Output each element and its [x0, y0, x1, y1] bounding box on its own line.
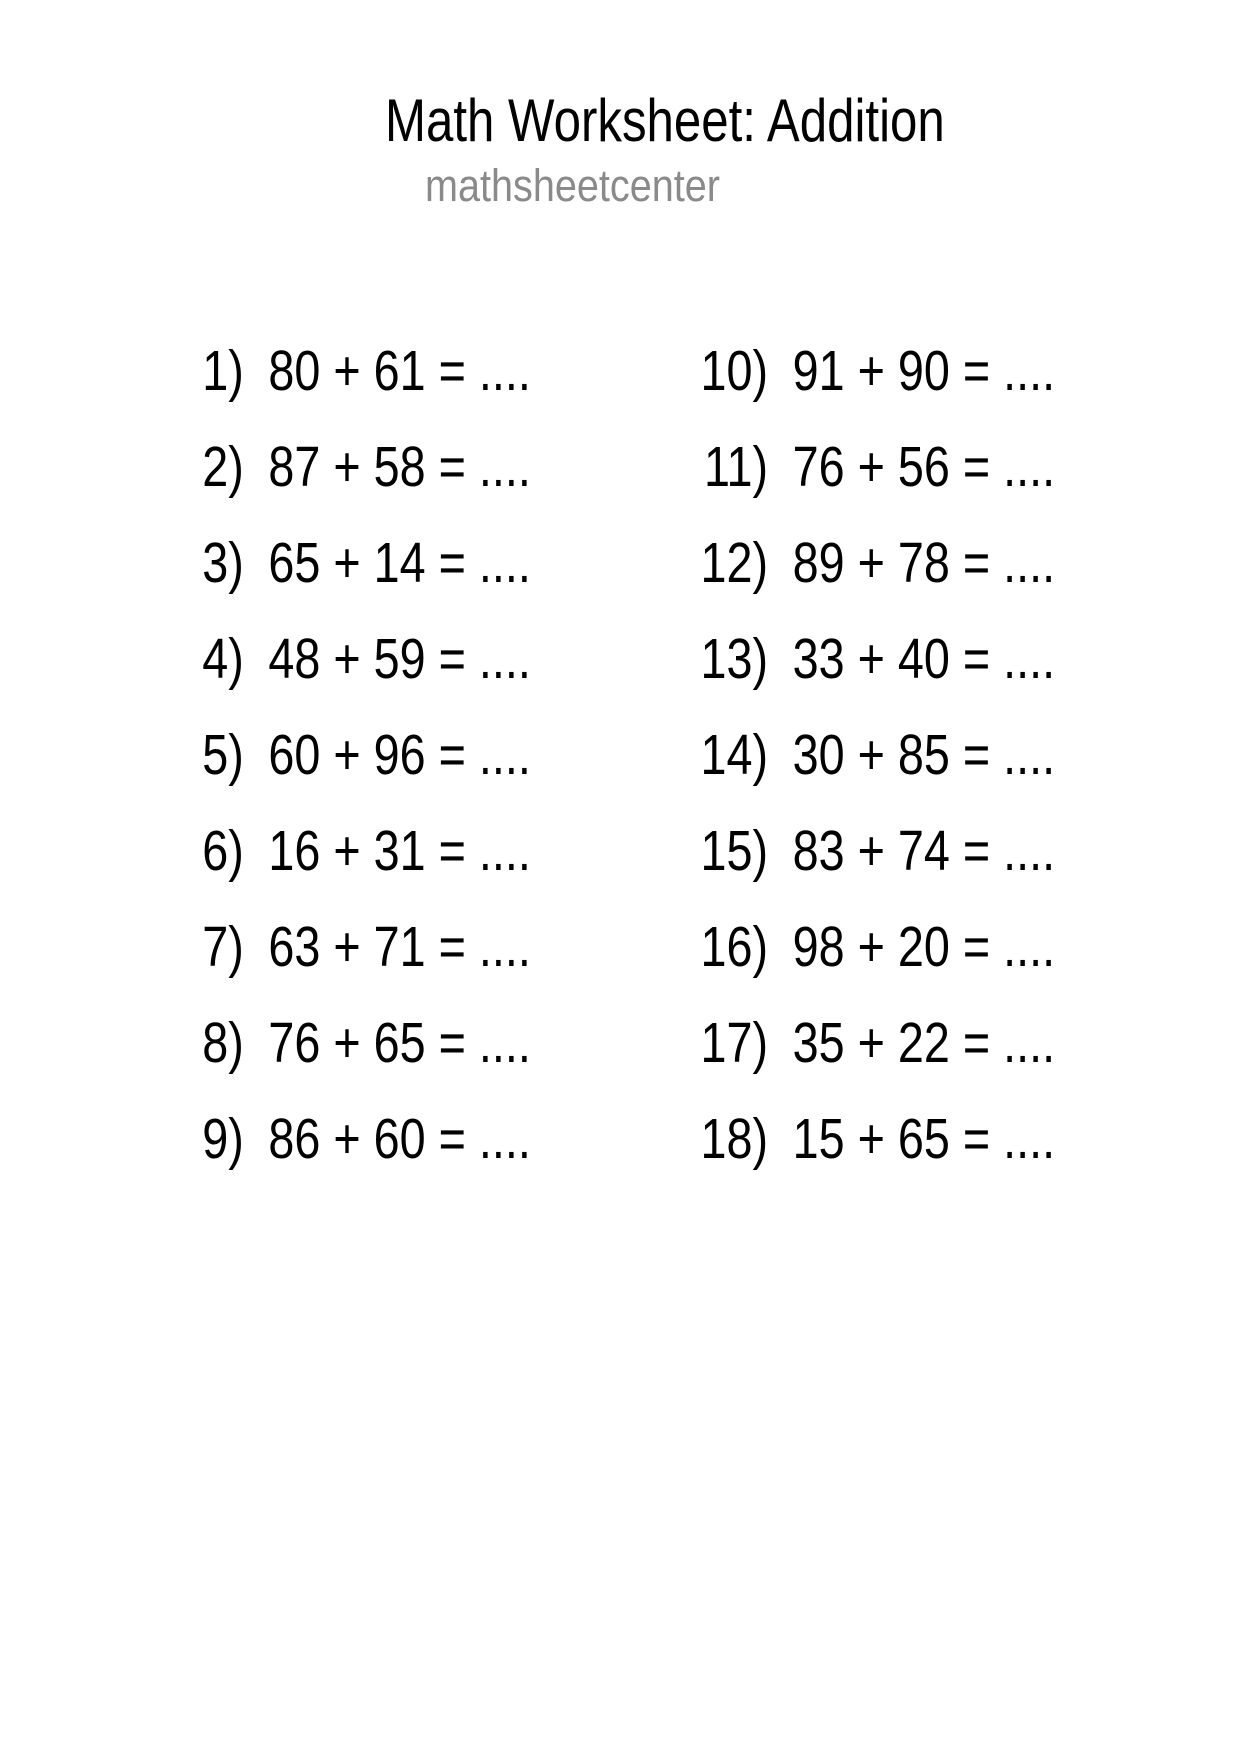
problem-row [202, 1107, 531, 1207]
problem-expression: 80 + 61 = .... [268, 339, 531, 403]
problem-number: 3) [202, 531, 244, 595]
problem-number: 1) [202, 339, 244, 403]
problem-number: 13) [700, 627, 769, 691]
problem-row [700, 435, 1056, 535]
problem-row [202, 435, 531, 535]
problem-row [202, 915, 531, 1015]
problem-expression: 98 + 20 = .... [792, 915, 1056, 979]
problem-expression: 76 + 56 = .... [792, 435, 1056, 499]
problem-expression: 83 + 74 = .... [792, 819, 1056, 883]
problems-column-right [700, 339, 1056, 1207]
problem-expression: 87 + 58 = .... [268, 435, 531, 499]
problem-number: 12) [700, 531, 769, 595]
problem-row [700, 1107, 1056, 1207]
problem-expression: 86 + 60 = .... [268, 1107, 531, 1171]
worksheet-title: Math Worksheet: Addition [385, 87, 945, 154]
problem-number: 16) [700, 915, 769, 979]
problem-number: 6) [202, 819, 244, 883]
problem-row [202, 627, 531, 727]
problem-number: 5) [202, 723, 244, 787]
problem-row [700, 723, 1056, 823]
problem-expression: 15 + 65 = .... [792, 1107, 1056, 1171]
problem-expression: 91 + 90 = .... [792, 339, 1056, 403]
problem-expression: 89 + 78 = .... [792, 531, 1056, 595]
problem-row [700, 819, 1056, 919]
problem-row [700, 1011, 1056, 1111]
problem-row [700, 531, 1056, 631]
problem-expression: 48 + 59 = .... [268, 627, 531, 691]
problem-number: 17) [700, 1011, 769, 1075]
problem-row [202, 723, 531, 823]
problem-row [202, 819, 531, 919]
problem-expression: 63 + 71 = .... [268, 915, 531, 979]
problem-number: 7) [202, 915, 244, 979]
problem-expression: 35 + 22 = .... [792, 1011, 1056, 1075]
problem-number: 15) [700, 819, 769, 883]
problem-row [202, 339, 531, 439]
problem-number: 9) [202, 1107, 244, 1171]
problem-expression: 16 + 31 = .... [268, 819, 531, 883]
problem-row [700, 627, 1056, 727]
problem-row [700, 915, 1056, 1015]
problem-expression: 33 + 40 = .... [792, 627, 1056, 691]
problem-row [202, 1011, 531, 1111]
problem-expression: 76 + 65 = .... [268, 1011, 531, 1075]
problem-number: 10) [700, 339, 769, 403]
problem-row [700, 339, 1056, 439]
problem-expression: 30 + 85 = .... [792, 723, 1056, 787]
problem-number: 11) [703, 435, 769, 499]
problem-number: 18) [700, 1107, 769, 1171]
problem-expression: 60 + 96 = .... [268, 723, 531, 787]
worksheet-source: mathsheetcenter [425, 160, 720, 211]
problem-number: 8) [202, 1011, 244, 1075]
problem-row [202, 531, 531, 631]
problem-number: 14) [700, 723, 769, 787]
problems-column-left [202, 339, 531, 1207]
problem-number: 2) [202, 435, 244, 499]
problem-number: 4) [202, 627, 244, 691]
problem-expression: 65 + 14 = .... [268, 531, 531, 595]
